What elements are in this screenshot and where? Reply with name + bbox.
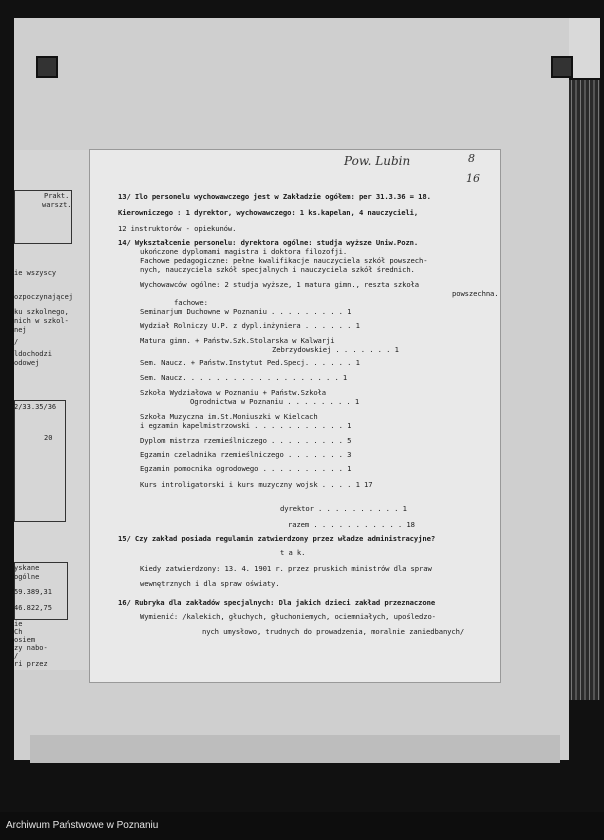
doc-line: 16/ Rubryka dla zakładów specjalnych: Dla jakich dzieci zakład przeznaczone <box>118 598 436 607</box>
handwritten-page-number: 8 <box>468 152 475 165</box>
left-text: / <box>14 338 19 346</box>
doc-line: Egzamin pomocnika ogrodowego . . . . . . . . . . 1 <box>140 464 352 473</box>
doc-line: Sem. Naucz. . . . . . . . . . . . . . . . . . . 1 <box>140 373 348 382</box>
table-fragment-2 <box>14 400 66 522</box>
doc-line: i egzamin kapelmistrzowski . . . . . . . . . . . 1 <box>140 421 352 430</box>
doc-line: wewnętrznych i dla spraw oświaty. <box>140 579 280 588</box>
left-text: / <box>14 652 19 660</box>
doc-line: Dyplom mistrza rzemieślniczego . . . . . . . . . 5 <box>140 436 352 445</box>
doc-line: Zebrzydowskiej . . . . . . . 1 <box>272 345 399 354</box>
doc-line: Szkoła Muzyczna im.St.Moniuszki w Kielcach <box>140 412 318 421</box>
doc-line: powszechna. <box>452 289 499 298</box>
corner-marker-right <box>551 56 573 78</box>
doc-line: nych umysłowo, trudnych do prowadzenia, moralnie zaniedbanych/ <box>202 627 465 636</box>
left-text: 2/33.35/36 <box>14 403 57 411</box>
left-text: ku szkolnego, <box>14 308 69 316</box>
doc-line: Matura gimn. + Państw.Szk.Stolarska w Kalwarji <box>140 336 335 345</box>
doc-line: Kiedy zatwierdzony: 13. 4. 1901 r. przez pruskich ministrów dla spraw <box>140 564 432 573</box>
left-text: Prakt. <box>44 192 70 200</box>
left-text: yskane <box>14 564 40 572</box>
doc-line: Seminarjum Duchowne w Poznaniu . . . . . . . . . 1 <box>140 307 352 316</box>
left-text: osiem <box>14 636 36 644</box>
left-text: nich w szkol- <box>14 317 69 325</box>
left-underlying-sheet <box>14 150 98 670</box>
doc-line: razem . . . . . . . . . . . 18 <box>288 520 415 529</box>
corner-marker-left <box>36 56 58 78</box>
background-texture <box>566 80 600 700</box>
doc-line: 12 instruktorów - opiekunów. <box>118 224 237 233</box>
left-text: ozpoczynającej <box>14 293 74 301</box>
doc-line: Wydział Rolniczy U.P. z dypl.inżyniera . . . . . . 1 <box>140 321 360 330</box>
left-text: ie wszyscy <box>14 269 57 277</box>
left-text: ldochodzi <box>14 350 52 358</box>
doc-line: Szkoła Wydziałowa w Poznaniu + Państw.Szkoła <box>140 388 326 397</box>
doc-line: Wychowawców ogólne: 2 studja wyższe, 1 matura gimn., reszta szkoła <box>140 280 419 289</box>
handwritten-page-number-2: 16 <box>466 172 480 185</box>
doc-line: Kierowniczego : 1 dyrektor, wychowawczego: 1 ks.kapelan, 4 nauczycieli, <box>118 208 419 217</box>
doc-line: t a k. <box>280 548 306 557</box>
doc-line: ukończone dyplomami magistra i doktora filozofji. <box>140 247 348 256</box>
handwritten-location: Pow. Lubin <box>344 154 411 168</box>
doc-line: dyrektor . . . . . . . . . . 1 <box>280 504 407 513</box>
doc-line: 14/ Wykształcenie personelu: dyrektora ogólne: studja wyższe Uniw.Pozn. <box>118 238 419 247</box>
document-page <box>90 150 500 682</box>
left-text: odowej <box>14 359 40 367</box>
mount-board-lower <box>30 735 560 763</box>
left-text: 20 <box>44 434 53 442</box>
left-text: 46.822,75 <box>14 604 52 612</box>
left-text: 59.389,31 <box>14 588 52 596</box>
left-text: zy nabo- <box>14 644 48 652</box>
archive-caption: Archiwum Państwowe w Poznaniu <box>6 820 159 831</box>
left-text: nej <box>14 326 27 334</box>
doc-line: Sem. Naucz. + Państw.Instytut Ped.Specj. . . . . . 1 <box>140 358 360 367</box>
left-text: warszt. <box>42 201 72 209</box>
doc-line: Ogrodnictwa w Poznaniu . . . . . . . . 1 <box>190 397 360 406</box>
doc-line: fachowe: <box>174 298 208 307</box>
left-text: Ch <box>14 628 23 636</box>
doc-line: Wymienić: /kalekich, głuchych, głuchoniemych, ociemniałych, upośledzo- <box>140 612 436 621</box>
doc-line: nych, nauczyciela szkół specjalnych i nauczyciela szkół średnich. <box>140 265 415 274</box>
left-text: ie <box>14 620 23 628</box>
doc-line: 13/ Ilo personelu wychowawczego jest w Zakładzie ogółem: per 31.3.36 = 18. <box>118 192 431 201</box>
doc-line: Egzamin czeladnika rzemieślniczego . . . . . . . 3 <box>140 450 352 459</box>
doc-line: Fachowe pedagogiczne: pełne kwalifikacje nauczyciela szkół powszech- <box>140 256 428 265</box>
doc-line: Kurs introligatorski i kurs muzyczny wojsk . . . . 1 17 <box>140 480 373 489</box>
doc-line: 15/ Czy zakład posiada regulamin zatwierdzony przez władze administracyjne? <box>118 534 436 543</box>
left-text: ogólne <box>14 573 40 581</box>
left-text: ri przez <box>14 660 48 668</box>
